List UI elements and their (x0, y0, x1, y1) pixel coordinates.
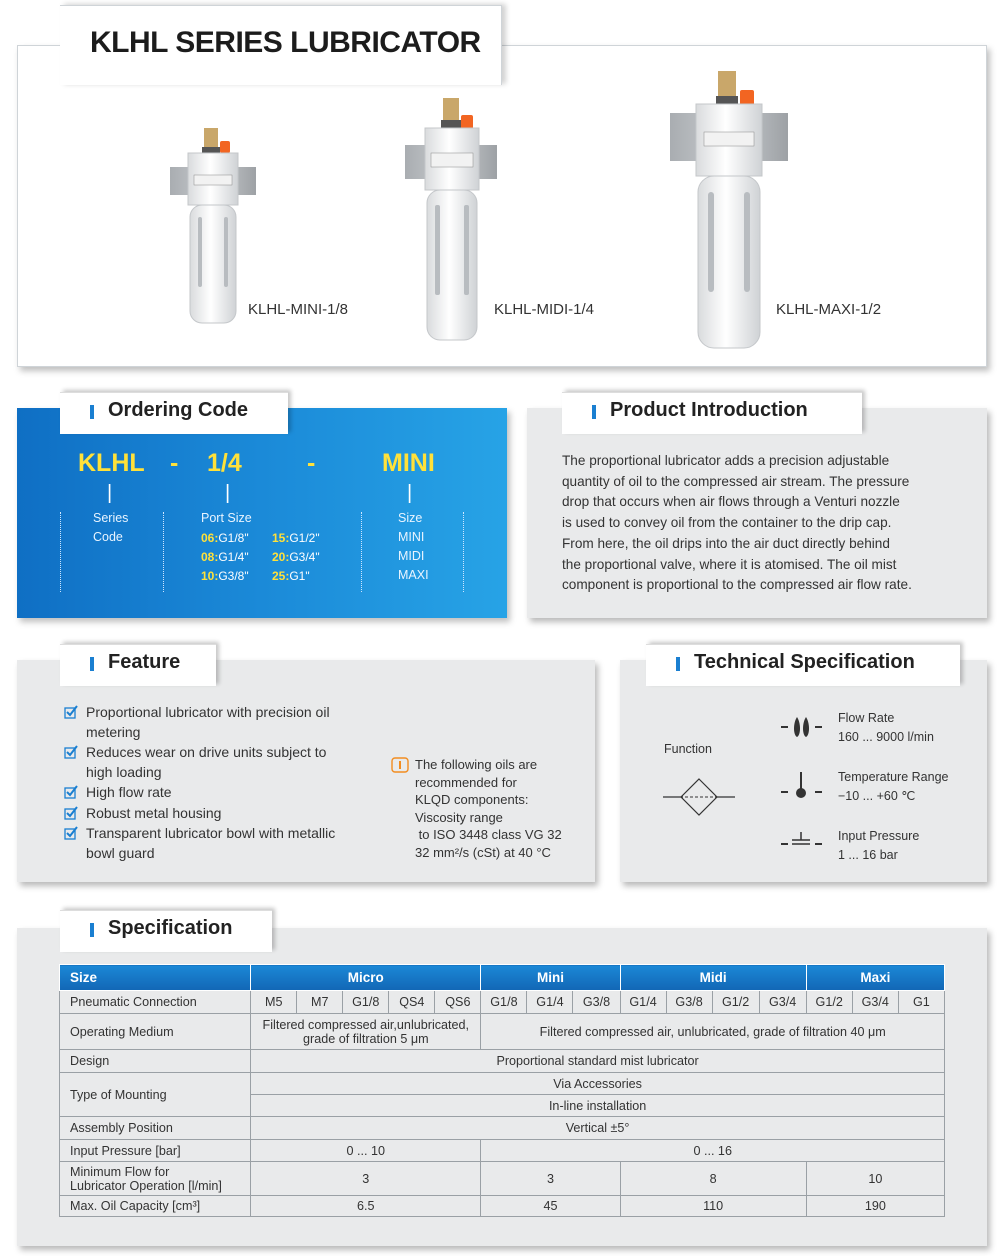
info-icon (391, 757, 409, 773)
feature-title: Feature (108, 651, 181, 673)
tech-spec-title: Technical Specification (694, 651, 915, 673)
section-marker (592, 405, 596, 419)
size-label: Size (398, 511, 423, 525)
row-label: Assembly Position (60, 1117, 251, 1140)
row-label: Input Pressure [bar] (60, 1140, 251, 1162)
table-cell: M5 (251, 991, 297, 1014)
port-size-row: 10:G3/8" 25:G1" (201, 569, 310, 583)
ordering-code-panel (17, 408, 507, 618)
row-label: Minimum Flow for Lubricator Operation [l/min] (60, 1162, 251, 1196)
feature-item: High flow rate (64, 782, 172, 802)
product-intro-tab (562, 392, 862, 434)
oil-recommendation-note: The following oils are recommended for KLQD components: Viscosity range to ISO 3448 class VG 32 32 mm²/s (cSt) at 40 °C (415, 757, 562, 860)
table-cell: 0 ... 16 (481, 1140, 945, 1162)
section-marker (90, 923, 94, 937)
table-cell: 3 (251, 1162, 481, 1196)
table-cell: G1/4 (620, 991, 666, 1014)
table-row (60, 1050, 945, 1073)
input-pressure-spec: Input Pressure 1 ... 16 bar (838, 829, 920, 862)
table-cell: G3/4 (852, 991, 898, 1014)
code-dash: - (170, 449, 179, 477)
product-intro-title: Product Introduction (610, 399, 808, 421)
tech-spec-tab (646, 644, 960, 686)
column-divider (361, 512, 362, 592)
temperature-spec: Temperature Range −10 ... +60 ℃ (838, 770, 949, 803)
table-cell: 190 (806, 1196, 944, 1217)
product-image-mini (168, 125, 258, 330)
table-cell: G1/8 (343, 991, 389, 1014)
product-label-maxi: KLHL-MAXI-1/2 (776, 301, 882, 318)
table-cell: 0 ... 10 (251, 1140, 481, 1162)
product-image-maxi (668, 68, 790, 353)
code-connector: | (407, 482, 413, 504)
column-divider (463, 512, 464, 592)
table-cell: G1/4 (527, 991, 573, 1014)
table-cell: G1/2 (806, 991, 852, 1014)
header-mini: Mini (481, 965, 620, 991)
table-cell: 45 (481, 1196, 620, 1217)
checkbox-checked-icon (64, 745, 78, 759)
table-cell: G3/4 (759, 991, 806, 1014)
table-row (60, 1196, 945, 1217)
port-size-row: 06:G1/8" 15:G1/2" (201, 531, 320, 545)
table-cell: G1/2 (712, 991, 759, 1014)
specification-title: Specification (108, 917, 233, 939)
port-size-row: 08:G1/4" 20:G3/4" (201, 550, 320, 564)
table-cell: QS6 (435, 991, 481, 1014)
table-row (60, 1117, 945, 1140)
table-header-row (60, 965, 945, 991)
table-row (60, 1014, 945, 1050)
header-maxi: Maxi (806, 965, 944, 991)
feature-tab (60, 644, 216, 686)
size-option: MAXI (398, 568, 429, 582)
ordering-code-tab (60, 392, 288, 434)
row-label: Operating Medium (60, 1014, 251, 1050)
table-cell: G1 (898, 991, 944, 1014)
header-midi: Midi (620, 965, 806, 991)
table-cell: In-line installation (251, 1095, 945, 1117)
checkbox-checked-icon (64, 826, 78, 840)
page-title: KLHL SERIES LUBRICATOR (90, 26, 481, 59)
table-cell: G3/8 (573, 991, 620, 1014)
table-cell: 6.5 (251, 1196, 481, 1217)
row-label: Design (60, 1050, 251, 1073)
row-label: Pneumatic Connection (60, 991, 251, 1014)
port-size-label: Port Size (201, 511, 252, 525)
series-label-code: Code (93, 530, 123, 544)
table-cell: 10 (806, 1162, 944, 1196)
row-label: Type of Mounting (60, 1073, 251, 1117)
row-label: Max. Oil Capacity [cm³] (60, 1196, 251, 1217)
product-label-mini: KLHL-MINI-1/8 (248, 301, 349, 318)
table-cell: 8 (620, 1162, 806, 1196)
code-connector: | (107, 482, 113, 504)
checkbox-checked-icon (64, 806, 78, 820)
checkbox-checked-icon (64, 785, 78, 799)
table-row (60, 1073, 945, 1095)
specification-table (59, 964, 945, 1217)
table-cell: QS4 (389, 991, 435, 1014)
table-cell: 3 (481, 1162, 620, 1196)
product-image-midi (403, 95, 498, 345)
code-dash: - (307, 449, 316, 477)
code-connector: | (225, 482, 231, 504)
product-label-midi: KLHL-MIDI-1/4 (494, 301, 595, 318)
feature-list (64, 702, 384, 872)
ordering-code-title: Ordering Code (108, 399, 249, 421)
table-row (60, 991, 945, 1014)
temperature-icon (779, 770, 825, 804)
header-size: Size (60, 965, 251, 991)
series-label: Series (93, 511, 129, 525)
table-cell: Vertical ±5° (251, 1117, 945, 1140)
product-showcase-panel (17, 45, 987, 367)
table-cell: Filtered compressed air,unlubricated, grade of filtration 5 μm (251, 1014, 481, 1050)
flow-rate-icon (779, 713, 825, 741)
column-divider (163, 512, 164, 592)
table-cell: Filtered compressed air, unlubricated, grade of filtration 40 μm (481, 1014, 945, 1050)
table-cell: M7 (297, 991, 343, 1014)
table-cell: Proportional standard mist lubricator (251, 1050, 945, 1073)
feature-item: Reduces wear on drive units subject to high loading (64, 742, 326, 782)
code-port: 1/4 (207, 449, 242, 477)
table-row (60, 1162, 945, 1196)
section-marker (90, 657, 94, 671)
header-micro: Micro (251, 965, 481, 991)
table-cell: G1/8 (481, 991, 527, 1014)
lubricator-symbol-icon (663, 775, 735, 819)
product-intro-text: The proportional lubricator adds a precision adjustable quantity of oil to the compressed air stream. The pressure drop that occurs when air flows through a Venturi nozzle is used to convey oil from the container to the drip cap. From here, the oil drips into the air duct directly behind the proportional valve, where it is atomised. The oil mist component is proportional to the compressed air flow rate. (562, 453, 912, 593)
feature-item: Robust metal housing (64, 803, 221, 823)
column-divider (60, 512, 61, 592)
function-label: Function (664, 742, 712, 756)
table-row (60, 1140, 945, 1162)
section-marker (676, 657, 680, 671)
code-size: MINI (382, 449, 435, 477)
section-marker (90, 405, 94, 419)
table-cell: G3/8 (666, 991, 712, 1014)
size-option: MIDI (398, 549, 425, 563)
code-series: KLHL (78, 449, 145, 477)
specification-tab (60, 910, 272, 952)
checkbox-checked-icon (64, 705, 78, 719)
table-cell: Via Accessories (251, 1073, 945, 1095)
feature-item: Transparent lubricator bowl with metallic bowl guard (64, 823, 335, 863)
feature-item: Proportional lubricator with precision oil metering (64, 702, 330, 742)
table-cell: 110 (620, 1196, 806, 1217)
pressure-icon (779, 828, 825, 852)
size-option: MINI (398, 530, 425, 544)
flow-rate-spec: Flow Rate 160 ... 9000 l/min (838, 711, 934, 744)
